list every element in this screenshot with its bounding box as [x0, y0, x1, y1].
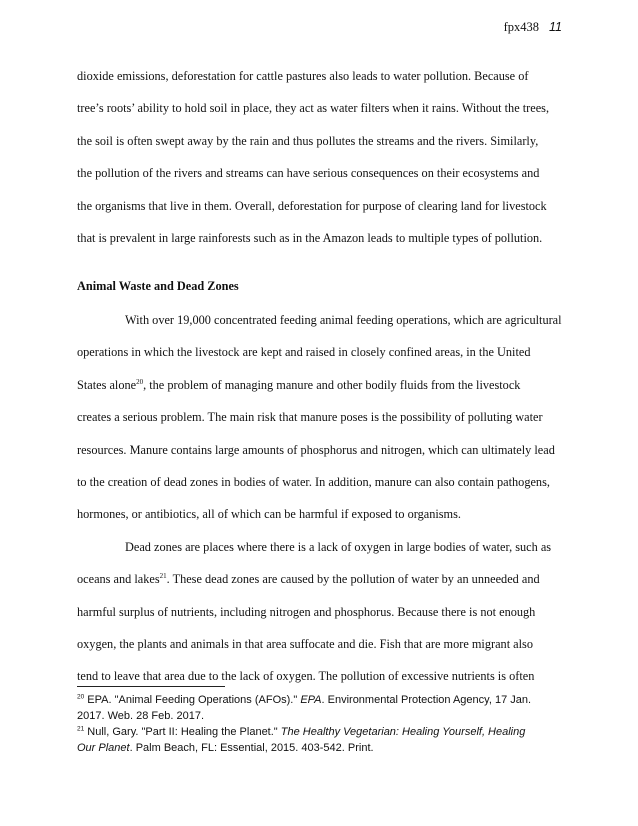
text-line: to the creation of dead zones in bodies of water. In addition, manure can also contain pathogens, — [77, 475, 550, 490]
text-line: hormones, or antibiotics, all of which can be harmful if exposed to organisms. — [77, 507, 461, 522]
footnote-source-title: EPA — [300, 694, 322, 706]
footnote-21-cont — [77, 740, 567, 756]
section-body — [77, 304, 561, 693]
footnote-text: EPA. "Animal Feeding Operations (AFOs)." — [84, 694, 301, 706]
text-fragment: States alone — [77, 377, 137, 392]
section-heading: Animal Waste and Dead Zones — [77, 279, 239, 293]
footnote-marker: 20 — [77, 693, 85, 701]
text-line: operations in which the livestock are kept and raised in closely confined areas, in the United — [77, 345, 531, 360]
text-line: tree’s roots’ ability to hold soil in place, they act as water filters when it rains. Without the trees, — [77, 101, 550, 116]
footnote-text: . Environmental Protection Agency, 17 Jan. — [321, 694, 532, 706]
text-line — [77, 563, 561, 595]
footnote-ref-20[interactable]: 20 — [136, 377, 144, 386]
footnote-separator — [77, 686, 225, 687]
text-line: that is prevalent in large rainforests such as in the Amazon leads to multiple types of pollution. — [77, 231, 543, 246]
text-line — [77, 369, 561, 401]
text-line: Dead zones are places where there is a lack of oxygen in large bodies of water, such as — [125, 539, 552, 554]
text-fragment: , the problem of managing manure and other bodily fluids from the livestock — [143, 377, 521, 392]
text-line: the organisms that live in them. Overall, deforestation for purpose of clearing land for livestock — [77, 198, 547, 213]
text-line: With over 19,000 concentrated feeding animal feeding operations, which are agricultural — [125, 313, 562, 327]
footnote-book-title: The Healthy Vegetarian: Healing Yourself, Healing — [280, 726, 526, 738]
footnote-book-title: Our Planet — [77, 742, 130, 754]
footnote-text: . Palm Beach, FL: Essential, 2015. 403-542. Print. — [129, 742, 374, 754]
text-fragment: . These dead zones are caused by the pollution of water by an unneeded and — [166, 572, 540, 587]
footnote-20-cont: 2017. Web. 28 Feb. 2017. — [77, 710, 204, 722]
text-line: resources. Manure contains large amounts of phosphorus and nitrogen, which can ultimately lead — [77, 442, 555, 457]
text-line: oxygen, the plants and animals in that area suffocate and die. Fish that are more migrant also — [77, 637, 533, 652]
text-line: harmful surplus of nutrients, including nitrogen and phosphorus. Because there is not enough — [77, 604, 536, 619]
footnote-text: Null, Gary. "Part II: Healing the Planet." — [84, 726, 281, 738]
footnote-20 — [77, 692, 567, 708]
page-number: 11 — [549, 20, 562, 34]
running-title: fpx438 — [503, 20, 540, 34]
text-line: dioxide emissions, deforestation for cattle pastures also leads to water pollution. Because of — [77, 69, 529, 83]
footnote-marker: 21 — [77, 725, 85, 733]
footnote-21 — [77, 724, 567, 740]
text-line: creates a serious problem. The main risk that manure poses is the possibility of polluting water — [77, 410, 543, 425]
text-line: the pollution of the rivers and streams can have serious consequences on their ecosystems and — [77, 166, 540, 181]
text-fragment: oceans and lakes — [77, 572, 160, 587]
running-header — [504, 20, 562, 35]
paragraph-deforestation — [77, 60, 561, 254]
footnotes — [77, 692, 567, 756]
text-line: the soil is often swept away by the rain and thus pollutes the streams and the rivers. Similarly, — [77, 133, 539, 148]
footnote-ref-21[interactable]: 21 — [159, 572, 167, 581]
text-line: tend to leave that area due to the lack of oxygen. The pollution of excessive nutrients is often — [77, 669, 535, 684]
